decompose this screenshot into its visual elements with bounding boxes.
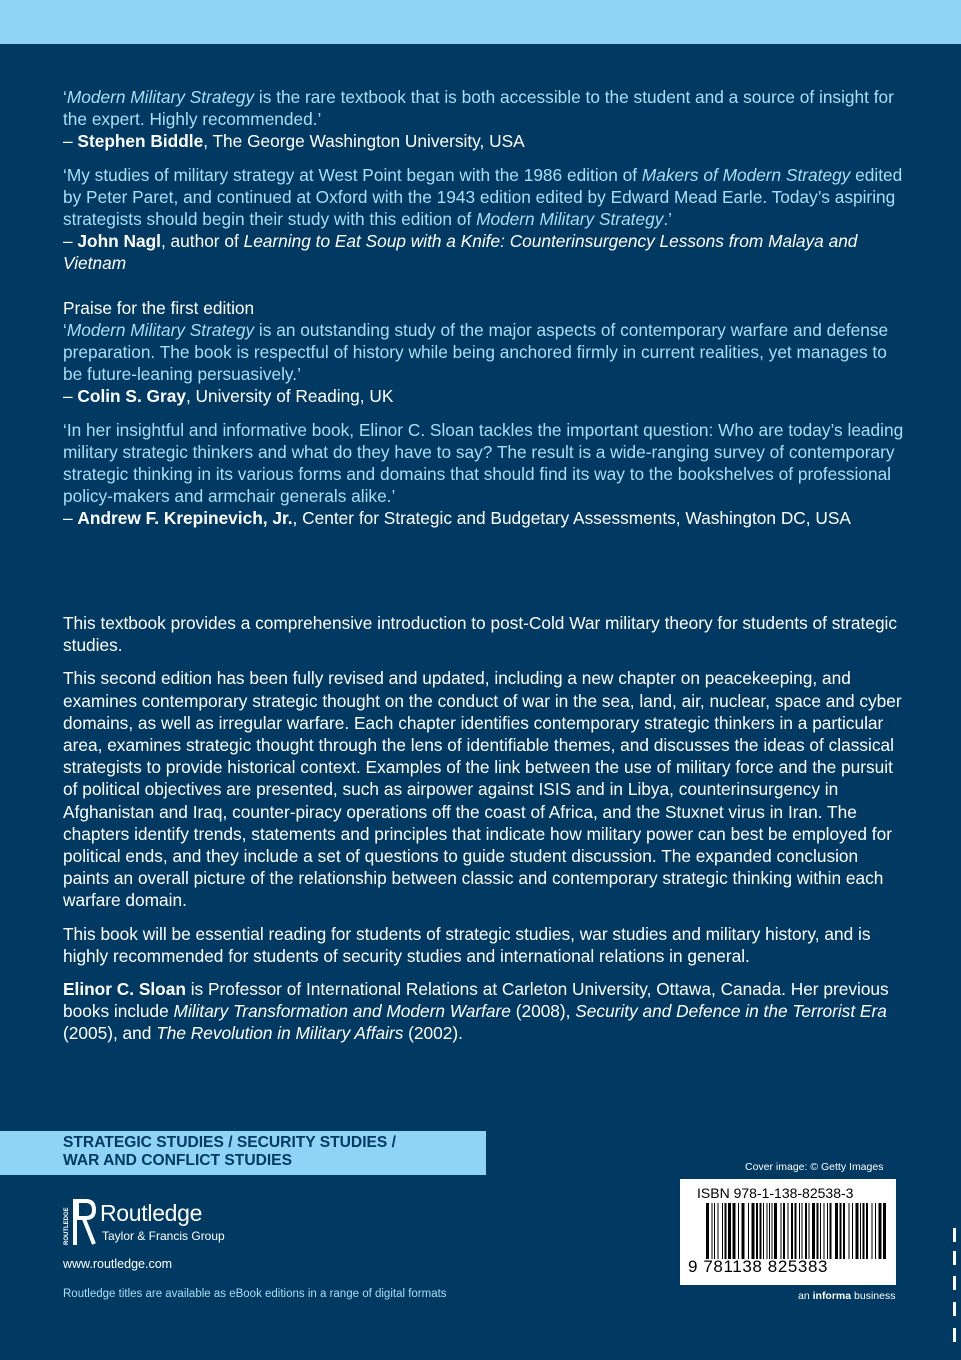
barcode-bar (725, 1203, 727, 1259)
endorsement-krepinevich (63, 419, 908, 530)
isbn-label: ISBN 978-1-138-82538-3 (697, 1185, 854, 1201)
trim-mark (953, 1302, 956, 1316)
barcode-bar (774, 1203, 777, 1259)
description-intro: This textbook provides a comprehensive introduction to post-Cold War military theory for students of strategic studies. (63, 613, 898, 656)
barcode-bar (802, 1203, 803, 1259)
barcode-bar (738, 1203, 739, 1259)
barcode-bar (809, 1203, 810, 1259)
informa-tagline: an informa business (798, 1290, 896, 1302)
barcode-bar (879, 1203, 882, 1259)
barcode-digits: 9 781138 825383 (688, 1257, 829, 1276)
barcode-bar (733, 1203, 736, 1259)
endorsement-biddle (63, 86, 908, 153)
barcode (706, 1203, 886, 1261)
barcode-bar (752, 1203, 755, 1259)
barcode-bar (763, 1203, 764, 1259)
barcode-bar (722, 1203, 723, 1259)
endorsement-nagl (63, 164, 908, 275)
barcode-bar (835, 1203, 838, 1259)
barcode-bar (756, 1203, 758, 1259)
quote-text: ‘Modern Military Strategy is an outstanding study of the major aspects of contemporary warfare and defense preparation. The book is respectful of history while being anchored firmly in current realities, yet manages to be future-leaning persuasively.’ (63, 319, 889, 385)
description-body: This second edition has been fully revised and updated, including a new chapter on peacekeeping, and examines contemporary strategic thought on the conduct of war in the sea, land, air, nuclear, space and cyber domains, as well as irregular warfare. Each chapter identifies contemporary strategic thinkers in a particular area, examines strategic thought through the lens of identifiable themes, and discusses the ideas of classical strategists to provide historical context. Examples of the link between the use of military force and the pursuit of political objectives are presented, such as airpower against ISIS and in Libya, counterinsurgency in Afghanistan and Iraq, counter-piracy operations off the coast of Africa, and the Stuxnet virus in Iran. The chapters identify trends, statements and principles that indicate how military power can best be employed for political ends, and they include a set of questions to guide student discussion. The expanded conclusion paints an overall picture of the relationship between classic and contemporary strategic thinking within each warfare domain. (63, 668, 902, 911)
quote-text: ‘In her insightful and informative book, Elinor C. Sloan tackles the important question: Who are today’s leading military strategic thinkers and what do they have to say? The result is a wide-ranging survey of contemporary strategic thinking in its various forms and domains that should find its way to the bookshelves of professional policy-makers and armchair generals alike.’ (63, 419, 904, 507)
barcode-bar (860, 1203, 861, 1259)
endorsement-gray (63, 319, 908, 408)
barcode-bar (849, 1203, 850, 1259)
trim-mark (953, 1276, 956, 1290)
barcode-bar (795, 1203, 797, 1259)
cover-credit: Cover image: © Getty Images (745, 1161, 884, 1173)
author-bio: Elinor C. Sloan is Professor of International Relations at Carleton University, Ottawa, Canada. Her previous books include Military Transformation and Modern Warfare (2008), Security and Defence in the Terrorist Era (2005), and The Revolution in Military Affairs (2002). (63, 979, 889, 1044)
barcode-bar (805, 1203, 807, 1259)
quote-text: ‘My studies of military strategy at West Point began with the 1986 edition of Makers of Modern Strategy edited by Peter Paret, and continued at Oxford with the 1943 edition edited by Edward Mead Earle. Today’s aspiring strategists should begin their study with this edition of Modern Military Strategy.’ (63, 164, 903, 230)
description-audience: This book will be essential reading for students of strategic studies, war studies and military history, and is highly recommended for students of security studies and international relations in general. (63, 923, 871, 966)
barcode-bar (742, 1203, 745, 1259)
trim-mark (953, 1251, 956, 1265)
publisher-group: Taylor & Francis Group (102, 1229, 225, 1243)
barcode-bar (812, 1203, 815, 1259)
barcode-bar (830, 1203, 832, 1259)
routledge-side-text: ROUTLEDGE (64, 1207, 70, 1245)
barcode-bar (772, 1203, 773, 1259)
barcode-bar (728, 1203, 731, 1259)
quote-attribution: – Colin S. Gray, University of Reading, UK (63, 386, 394, 407)
barcode-bar (748, 1203, 749, 1259)
routledge-r-icon (62, 1197, 96, 1247)
barcode-bar (769, 1203, 770, 1259)
ebook-note: Routledge titles are available as eBook editions in a range of digital formats (63, 1288, 447, 1300)
barcode-bar (706, 1203, 709, 1259)
barcode-bar (760, 1203, 762, 1259)
barcode-bar (852, 1203, 853, 1259)
trim-mark (953, 1328, 956, 1342)
barcode-panel (680, 1179, 896, 1285)
barcode-bar (872, 1203, 873, 1259)
barcode-bar (788, 1203, 789, 1259)
routledge-logo (62, 1197, 302, 1249)
quote-attribution: – John Nagl, author of Learning to Eat Soup with a Knife: Counterinsurgency Lessons from Malaya and Vietnam (63, 231, 858, 274)
barcode-bar (866, 1203, 868, 1259)
barcode-bar (824, 1203, 825, 1259)
barcode-bar (863, 1203, 865, 1259)
barcode-bar (840, 1203, 842, 1259)
barcode-bar (843, 1203, 845, 1259)
publisher-url[interactable]: www.routledge.com (63, 1257, 173, 1271)
barcode-bar (718, 1203, 719, 1259)
publisher-name: Routledge (100, 1200, 203, 1226)
subject-line-1: STRATEGIC STUDIES / SECURITY STUDIES / (63, 1134, 396, 1151)
barcode-bar (799, 1203, 800, 1259)
endorsements (63, 86, 908, 541)
quote-attribution: – Stephen Biddle, The George Washington University, USA (63, 131, 525, 152)
quote-attribution: – Andrew F. Krepinevich, Jr., Center for Strategic and Budgetary Assessments, Washington DC, USA (63, 508, 851, 529)
barcode-bar (883, 1203, 886, 1259)
barcode-bar (856, 1203, 859, 1259)
quote-text: ‘Modern Military Strategy is the rare textbook that is both accessible to the student and a source of insight for the expert. Highly recommended.’ (63, 87, 894, 130)
barcode-bar (767, 1203, 768, 1259)
barcode-bar (712, 1203, 713, 1259)
subject-line-2: WAR AND CONFLICT STUDIES (63, 1152, 292, 1169)
barcode-bar (781, 1203, 782, 1259)
trim-mark (953, 1228, 956, 1242)
barcode-bar (820, 1203, 821, 1259)
top-accent-band (0, 0, 961, 44)
barcode-bar (817, 1203, 819, 1259)
book-description (63, 612, 908, 1056)
subject-categories (0, 1131, 486, 1175)
barcode-bar (714, 1203, 715, 1259)
praise-heading: Praise for the first edition (63, 297, 255, 318)
barcode-bar (827, 1203, 828, 1259)
barcode-bar (783, 1203, 785, 1259)
barcode-bar (875, 1203, 876, 1259)
barcode-bar (791, 1203, 793, 1259)
